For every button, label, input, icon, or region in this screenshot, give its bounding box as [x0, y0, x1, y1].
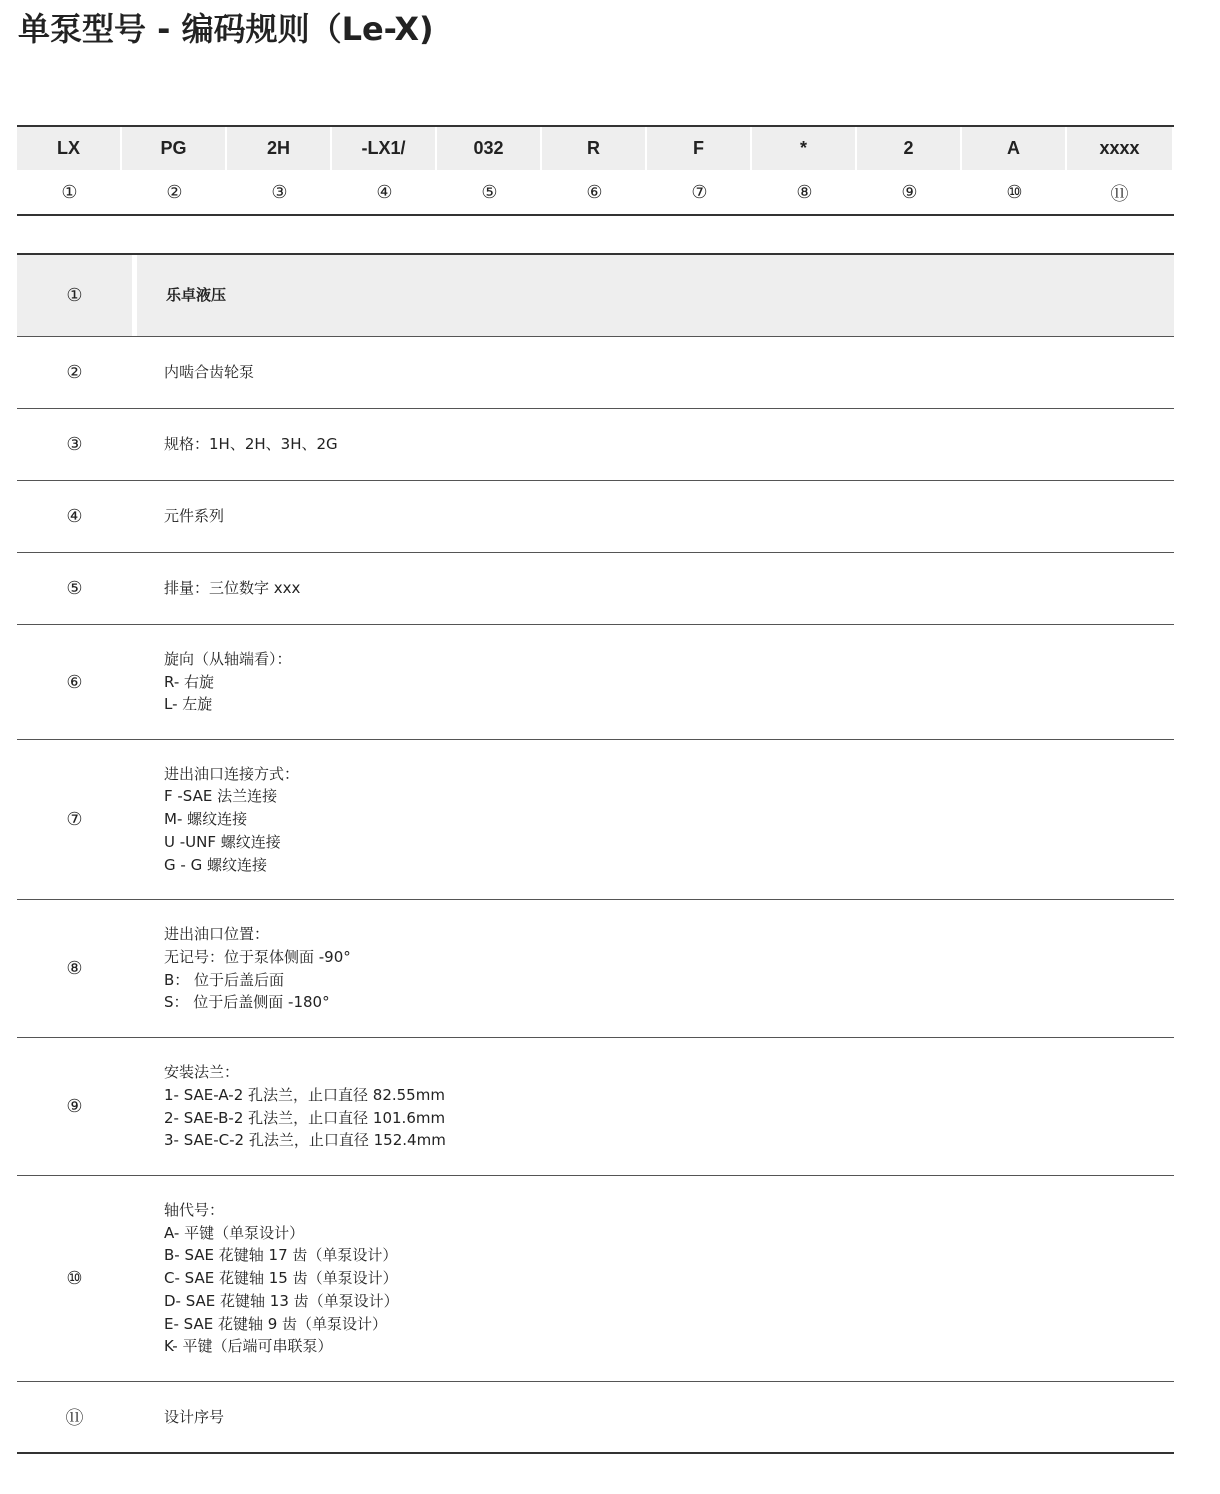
- row-number: ③: [66, 434, 83, 454]
- code-number: ⑩: [1006, 182, 1023, 202]
- table-row: [17, 481, 1174, 553]
- row-description: [132, 337, 1174, 408]
- table-row: [17, 625, 1174, 740]
- table-row: [17, 740, 1174, 900]
- row-number: ⑦: [66, 809, 83, 829]
- row-number: ⑤: [66, 578, 83, 598]
- row-number: ④: [66, 506, 83, 526]
- row-description: [132, 625, 1174, 739]
- code-segment: -LX1/: [332, 127, 437, 170]
- description-line: 规格：1H、2H、3H、2G: [164, 435, 338, 454]
- description-line: 进出油口位置：: [164, 925, 270, 944]
- code-segment: *: [752, 127, 857, 170]
- description-line: 乐卓液压: [166, 286, 227, 305]
- code-number: ⑤: [481, 182, 498, 202]
- description-table: [17, 253, 1174, 1454]
- code-segment: PG: [122, 127, 227, 170]
- description-line: K- 平键（后端可串联泵）: [164, 1337, 333, 1356]
- code-number: ⑧: [796, 182, 813, 202]
- description-line: 排量：三位数字 xxx: [164, 579, 301, 598]
- row-description: [132, 1382, 1174, 1452]
- description-line: D- SAE 花键轴 13 齿（单泵设计）: [164, 1291, 399, 1310]
- code-header-row: [17, 127, 1174, 170]
- row-number: ⑩: [66, 1268, 83, 1288]
- code-segment: R: [542, 127, 647, 170]
- description-line: 进出油口连接方式：: [164, 764, 300, 783]
- table-row: [17, 900, 1174, 1038]
- description-line: 轴代号：: [164, 1201, 225, 1220]
- row-description: [132, 481, 1174, 552]
- row-description: [132, 1176, 1174, 1381]
- table-row: [17, 409, 1174, 481]
- code-number: ⑨: [901, 182, 918, 202]
- code-segment: LX: [17, 127, 122, 170]
- code-number: ①: [61, 182, 78, 202]
- code-segment: xxxx: [1067, 127, 1172, 170]
- description-line: 设计序号: [164, 1407, 225, 1426]
- description-line: B： 位于后盖后面: [164, 970, 285, 989]
- table-row: [17, 1382, 1174, 1454]
- code-table: [17, 125, 1174, 216]
- table-row: [17, 553, 1174, 625]
- description-line: U -UNF 螺纹连接: [164, 832, 281, 851]
- table-row: [17, 1038, 1174, 1176]
- page-title: 单泵型号 - 编码规则（Le-X): [18, 10, 434, 48]
- code-number: ⑪: [1110, 183, 1129, 204]
- table-row: [17, 255, 1174, 337]
- code-segment: A: [962, 127, 1067, 170]
- code-segment: 2H: [227, 127, 332, 170]
- description-line: M- 螺纹连接: [164, 810, 248, 829]
- code-number: ⑥: [586, 182, 603, 202]
- row-description: [132, 1038, 1174, 1175]
- description-line: C- SAE 花键轴 15 齿（单泵设计）: [164, 1269, 398, 1288]
- description-line: L- 左旋: [164, 695, 213, 714]
- description-line: 元件系列: [164, 507, 225, 526]
- row-description: [132, 409, 1174, 480]
- row-description: [132, 900, 1174, 1037]
- row-description: [137, 255, 1174, 336]
- description-line: F -SAE 法兰连接: [164, 787, 278, 806]
- description-line: 3- SAE-C-2 孔法兰，止口直径 152.4mm: [164, 1131, 446, 1150]
- code-segment: 032: [437, 127, 542, 170]
- code-number-row: [17, 170, 1174, 214]
- description-line: E- SAE 花键轴 9 齿（单泵设计）: [164, 1314, 388, 1333]
- description-line: 旋向（从轴端看）：: [164, 649, 292, 668]
- row-number: ⑪: [65, 1408, 84, 1428]
- description-line: 安装法兰：: [164, 1063, 240, 1082]
- row-number: ⑧: [66, 958, 83, 978]
- description-line: 内啮合齿轮泵: [164, 363, 255, 382]
- description-line: S： 位于后盖侧面 -180°: [164, 993, 330, 1012]
- description-line: 2- SAE-B-2 孔法兰，止口直径 101.6mm: [164, 1108, 446, 1127]
- description-line: 无记号：位于泵体侧面 -90°: [164, 947, 351, 966]
- row-description: [132, 553, 1174, 624]
- description-line: R- 右旋: [164, 672, 214, 691]
- code-segment: 2: [857, 127, 962, 170]
- table-row: [17, 337, 1174, 409]
- code-number: ⑦: [691, 182, 708, 202]
- table-row: [17, 1176, 1174, 1382]
- description-line: G - G 螺纹连接: [164, 855, 267, 874]
- row-number: ①: [17, 255, 132, 336]
- code-number: ②: [166, 182, 183, 202]
- code-number: ③: [271, 182, 288, 202]
- row-number: ⑨: [66, 1096, 83, 1116]
- code-number: ④: [376, 182, 393, 202]
- row-number: ⑥: [66, 671, 83, 692]
- code-table-bottom-rule: [17, 214, 1174, 216]
- row-number: ②: [66, 362, 83, 382]
- description-line: A- 平键（单泵设计）: [164, 1223, 305, 1242]
- code-segment: F: [647, 127, 752, 170]
- description-line: 1- SAE-A-2 孔法兰，止口直径 82.55mm: [164, 1085, 445, 1104]
- row-description: [132, 740, 1174, 899]
- description-line: B- SAE 花键轴 17 齿（单泵设计）: [164, 1246, 398, 1265]
